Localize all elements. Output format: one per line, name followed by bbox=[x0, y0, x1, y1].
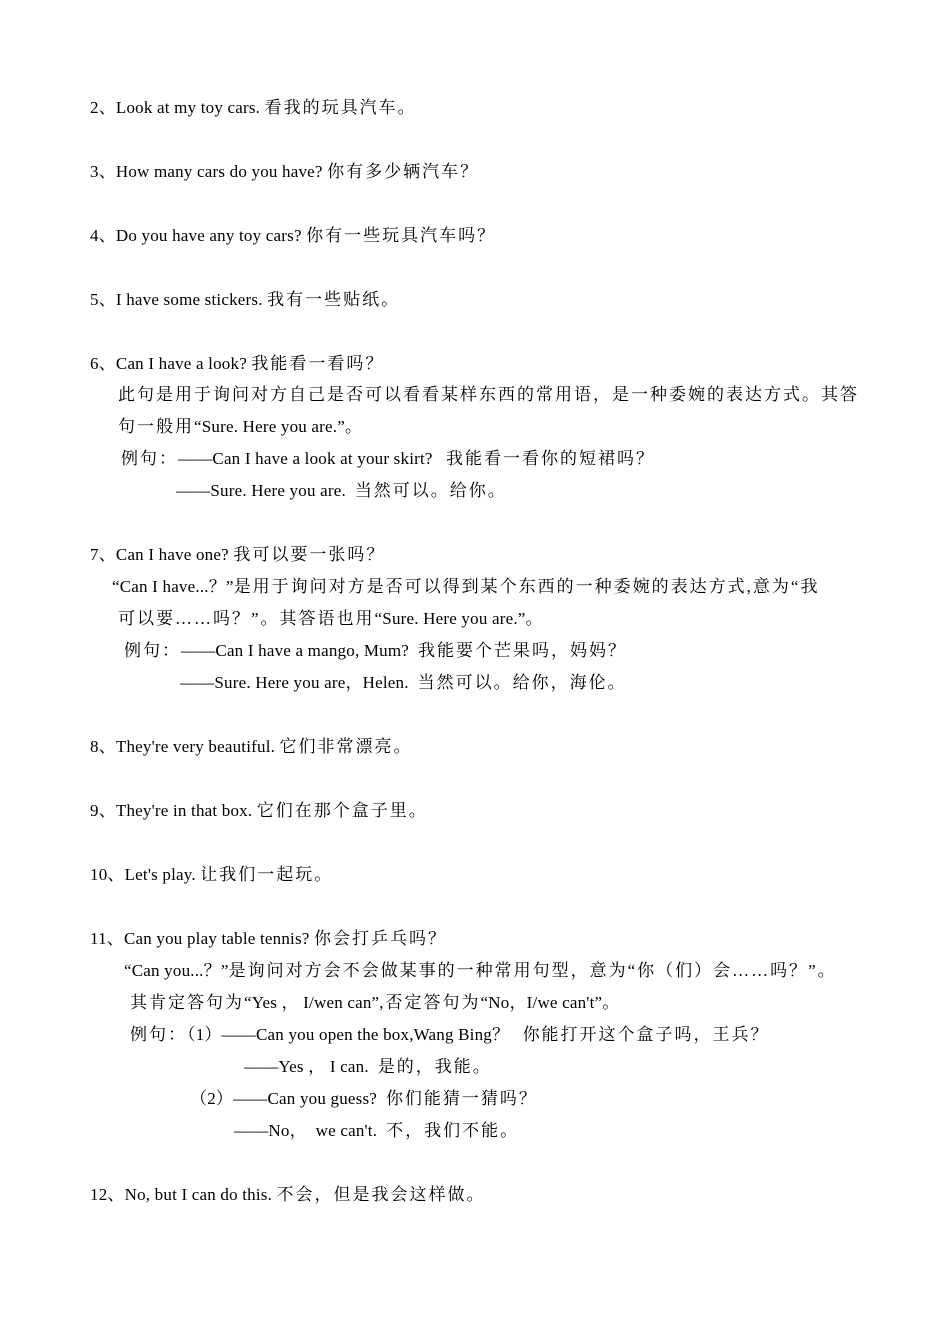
item-11-en: 11、Can you play table tennis? bbox=[90, 929, 310, 948]
item-12-zh: 不会，但是我会这样做。 bbox=[276, 1185, 486, 1204]
item-4-zh: 你有一些玩具汽车吗？ bbox=[306, 226, 497, 245]
item-12-en: 12、No, but I can do this. bbox=[90, 1185, 273, 1204]
item-7-example-2 bbox=[180, 672, 627, 694]
item-6-example-2 bbox=[176, 480, 507, 502]
item-5-zh: 我有一些贴纸。 bbox=[267, 290, 401, 309]
example-zh: 当然可以。给你，海伦。 bbox=[417, 673, 627, 692]
item-6-note-line2 bbox=[118, 416, 362, 438]
example-zh: 是的，我能。 bbox=[377, 1057, 492, 1076]
example-en: ——Can you guess? bbox=[233, 1089, 378, 1108]
item-10-en: 10、Let's play. bbox=[90, 865, 196, 884]
example-zh: 你们能猜一猜吗？ bbox=[385, 1089, 538, 1108]
item-5-en: 5、I have some stickers. bbox=[90, 290, 263, 309]
item-11-example-1-answer bbox=[244, 1056, 492, 1078]
item-5 bbox=[90, 289, 400, 311]
example-en: ——Can you open the box,Wang Bing？ bbox=[221, 1025, 510, 1044]
item-3-zh: 你有多少辆汽车？ bbox=[327, 162, 480, 181]
example-en: ——Sure. Here you are. bbox=[176, 481, 346, 500]
example-en: ——Yes ， I can. bbox=[244, 1057, 369, 1076]
item-11-note-end: 。 bbox=[602, 993, 620, 1012]
item-10-zh: 让我们一起玩。 bbox=[200, 865, 334, 884]
example-label: 例句： bbox=[130, 1025, 187, 1044]
item-2 bbox=[90, 97, 417, 119]
item-4-en: 4、Do you have any toy cars? bbox=[90, 226, 302, 245]
item-11-note-line2 bbox=[130, 992, 619, 1014]
item-11-example-2-answer bbox=[234, 1120, 519, 1142]
item-6-en: 6、Can I have a look? bbox=[90, 354, 247, 373]
item-11-note-line1 bbox=[124, 960, 837, 982]
item-3-en: 3、How many cars do you have? bbox=[90, 162, 323, 181]
item-8-zh: 它们非常漂亮。 bbox=[279, 737, 413, 756]
item-7-example-1 bbox=[124, 640, 627, 662]
example-en: ——Sure. Here you are，Helen. bbox=[180, 673, 409, 692]
item-9-zh: 它们在那个盒子里。 bbox=[256, 801, 428, 820]
item-6-note-quote: “Sure. Here you are.” bbox=[194, 417, 345, 436]
example-number: （2） bbox=[190, 1089, 234, 1108]
example-zh: 我能要个芒果吗，妈妈？ bbox=[417, 641, 627, 660]
item-7-note-quote: “Can I have...？” bbox=[112, 577, 234, 596]
item-7-note-text: 可以要……吗？”。其答语也用 bbox=[118, 609, 375, 628]
item-10 bbox=[90, 864, 333, 886]
example-zh: 当然可以。给你。 bbox=[354, 481, 507, 500]
item-11-example-1 bbox=[130, 1024, 770, 1046]
example-label: 例句： bbox=[124, 641, 181, 660]
item-7-note-text: 是用于询问对方是否可以得到某个东西的一种委婉的表达方式,意为“我 bbox=[233, 577, 820, 596]
item-3 bbox=[90, 161, 479, 183]
example-zh: 你能打开这个盒子吗，王兵？ bbox=[522, 1025, 770, 1044]
item-11-note-text: 其肯定答句为 bbox=[130, 993, 244, 1012]
example-en: ——No， we can't. bbox=[234, 1121, 378, 1140]
item-11-note-no: “No，I/we can't” bbox=[480, 993, 603, 1012]
item-7-note-end: 。 bbox=[525, 609, 543, 628]
item-11 bbox=[90, 928, 447, 950]
example-label: 例句： bbox=[121, 449, 178, 468]
item-7-note-line2 bbox=[118, 608, 543, 630]
item-8-en: 8、They're very beautiful. bbox=[90, 737, 276, 756]
item-11-note-yes: “Yes ， I/wen can” bbox=[244, 993, 380, 1012]
item-7-note-line1 bbox=[112, 576, 819, 598]
item-8 bbox=[90, 736, 413, 758]
item-7 bbox=[90, 544, 385, 566]
item-11-zh: 你会打乒乓吗？ bbox=[313, 929, 447, 948]
item-12 bbox=[90, 1184, 486, 1206]
item-11-example-2 bbox=[190, 1088, 538, 1110]
example-zh: 我能看一看你的短裙吗？ bbox=[446, 449, 656, 468]
example-en: ——Can I have a mango, Mum? bbox=[181, 641, 410, 660]
example-en: ——Can I have a look at your skirt? bbox=[178, 449, 433, 468]
example-zh: 不，我们不能。 bbox=[386, 1121, 520, 1140]
item-6-example-1 bbox=[121, 448, 655, 470]
item-7-zh: 我可以要一张吗？ bbox=[233, 545, 386, 564]
item-11-note-text: 是询问对方会不会做某事的一种常用句型，意为“你（们）会……吗？”。 bbox=[228, 961, 837, 980]
item-11-note-quote: “Can you...？” bbox=[124, 961, 229, 980]
item-7-en: 7、Can I have one? bbox=[90, 545, 229, 564]
item-9-en: 9、They're in that box. bbox=[90, 801, 253, 820]
item-6-note-line1: 此句是用于询问对方自己是否可以看看某样东西的常用语，是一种委婉的表达方式。其答 bbox=[118, 385, 859, 404]
item-7-note-quote: “Sure. Here you are.” bbox=[374, 609, 526, 628]
item-2-en: 2、Look at my toy cars. bbox=[90, 98, 261, 117]
item-4 bbox=[90, 225, 496, 247]
example-number: （1） bbox=[187, 1025, 222, 1044]
item-6-zh: 我能看一看吗？ bbox=[251, 354, 385, 373]
item-6-note-text: 句一般用 bbox=[118, 417, 194, 436]
item-9 bbox=[90, 800, 428, 822]
item-6 bbox=[90, 353, 384, 375]
item-2-zh: 看我的玩具汽车。 bbox=[264, 98, 417, 117]
item-11-note-text: ,否定答句为 bbox=[379, 993, 481, 1012]
item-6-note-end: 。 bbox=[344, 417, 363, 436]
